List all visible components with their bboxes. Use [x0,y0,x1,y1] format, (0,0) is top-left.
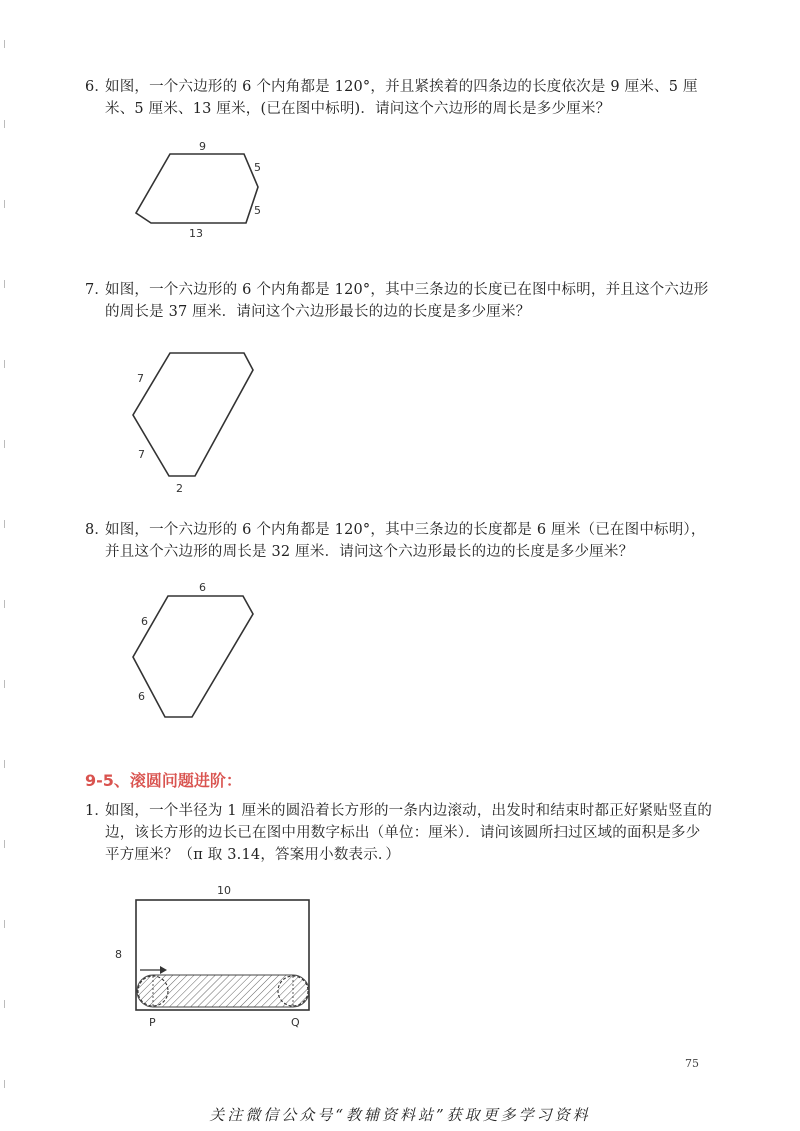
hexagon-figure-6 [125,135,285,245]
problem-text: 如图，一个半径为 1 厘米的圆沿着长方形的一条内边滚动，出发时和结束时都正好紧贴竖直的边，该长方形的边长已在图中用数字标出（单位：厘米）．请问该圆所扫过区域的面积是多少平方厘米？（π 取 3.14，答案用小数表示．） [105,803,713,863]
label-end-point: Q [291,1016,300,1029]
problem-number: 1． [85,803,110,819]
problem-number: 7． [85,282,110,298]
hexagon-shape [133,353,253,476]
hexagon-shape [136,154,258,223]
label-right-lower: 5 [254,204,261,217]
rectangle-rolling-figure [105,880,325,1035]
label-width: 10 [217,884,231,897]
label-top: 6 [199,581,206,594]
hexagon-figure-8 [125,575,275,725]
label-left-upper: 6 [141,615,148,628]
footer-note: 关注微信公众号“教辅资料站”获取更多学习资料 [209,1106,591,1124]
label-right-upper: 5 [254,161,261,174]
problem-6 [85,76,715,120]
binding-margin [4,0,8,1131]
label-left-lower: 7 [138,448,145,461]
label-left-upper: 7 [137,372,144,385]
label-left-lower: 6 [138,690,145,703]
hexagon-shape [133,596,253,717]
section-title: 9-5、滚圆问题进阶： [85,771,242,790]
label-start-point: P [149,1016,156,1029]
label-height: 8 [115,948,122,961]
problem-rolling-circle [85,800,715,866]
problem-text: 如图，一个六边形的 6 个内角都是 120°，并且紧挨着的四条边的长度依次是 9 厘米、5 厘米、5 厘米、13 厘米，(已在图中标明)．请问这个六边形的周长是多少厘米？ [105,79,698,117]
label-bottom: 13 [189,227,203,240]
hexagon-figure-7 [125,340,275,500]
problem-8 [85,519,715,563]
problem-number: 8． [85,522,110,538]
page-number: 75 [685,1057,699,1070]
problem-text: 如图，一个六边形的 6 个内角都是 120°，其中三条边的长度都是 6 厘米（已在图中标明），并且这个六边形的周长是 32 厘米．请问这个六边形最长的边的长度是多少厘米？ [105,522,706,560]
problem-text: 如图，一个六边形的 6 个内角都是 120°，其中三条边的长度已在图中标明，并且这个六边形的周长是 37 厘米．请问这个六边形最长的边的长度是多少厘米？ [105,282,709,320]
problem-7 [85,279,715,323]
label-top: 9 [199,140,206,153]
problem-number: 6． [85,79,110,95]
label-bottom: 2 [176,482,183,495]
